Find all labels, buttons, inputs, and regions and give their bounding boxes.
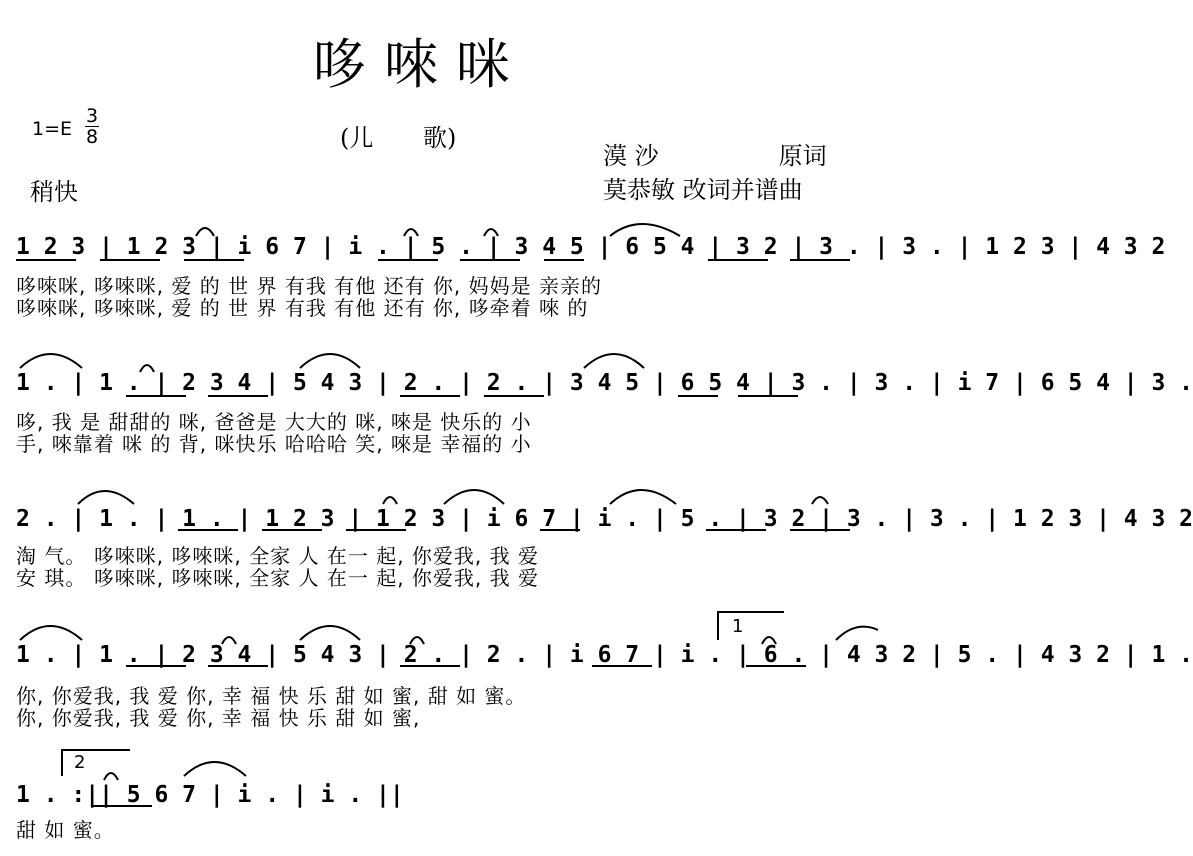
notation-line-2: 1 . | 1 . | 2 3 4 | 5 4 3 | 2 . | 2 . | 3 4 5 | 6 5 4 | 3 . | 3 . | i 7 | 6 5 4 | 3 . bbox=[16, 370, 1193, 396]
slur bbox=[300, 626, 360, 640]
slur bbox=[812, 497, 828, 504]
slur bbox=[383, 497, 397, 504]
lyricist-role: 原词 bbox=[778, 142, 827, 170]
song-title: 哆唻咪 bbox=[312, 33, 528, 96]
slur bbox=[484, 229, 498, 236]
slur bbox=[300, 354, 360, 368]
notation-line-5: 1 . :|| 5 6 7 | i . | i . || bbox=[16, 782, 404, 808]
slur bbox=[20, 354, 82, 368]
volta-1-label: 1 bbox=[732, 616, 744, 637]
notation-line-1: 1 2 3 | 1 2 3 | i 6 7 | i . | 5 . | 3 4 5 | 6 5 4 | 3 2 | 3 . | 3 . | 1 2 3 | 4 3 2 bbox=[16, 234, 1166, 260]
lyrics-line-3-verse-2: 安 琪。 哆唻咪, 哆唻咪, 全家 人 在一 起, 你爱我, 我 爱 bbox=[16, 566, 540, 590]
lyrics-line-1-verse-2: 哆唻咪, 哆唻咪, 爱 的 世 界 有我 有他 还有 你, 哆牵着 唻 的 bbox=[16, 296, 589, 320]
slur bbox=[104, 773, 118, 780]
slur bbox=[222, 637, 236, 644]
slur bbox=[404, 229, 418, 236]
lyrics-line-2-verse-2: 手, 唻靠着 咪 的 背, 咪快乐 哈哈哈 笑, 唻是 幸福的 小 bbox=[16, 432, 532, 456]
slur bbox=[762, 637, 776, 644]
time-denominator: 8 bbox=[85, 126, 99, 148]
volta-2-label: 2 bbox=[74, 752, 86, 773]
lyrics-line-5-verse-1: 甜 如 蜜。 bbox=[16, 818, 115, 842]
slur bbox=[610, 224, 680, 236]
lyrics-line-2-verse-1: 哆, 我 是 甜甜的 咪, 爸爸是 大大的 咪, 唻是 快乐的 小 bbox=[16, 410, 532, 434]
slur bbox=[196, 228, 214, 236]
notation-line-4: 1 . | 1 . | 2 3 4 | 5 4 3 | 2 . | 2 . | i 6 7 | i . | 6 . | 4 3 2 | 5 . | 4 3 2 | 1 . bbox=[16, 642, 1193, 668]
lyrics-line-4-verse-1: 你, 你爱我, 我 爱 你, 幸 福 快 乐 甜 如 蜜, 甜 如 蜜。 bbox=[16, 684, 527, 708]
key-signature: 1=E bbox=[32, 118, 73, 140]
slur bbox=[410, 637, 424, 644]
volta-bracket-2 bbox=[62, 750, 130, 776]
slur bbox=[444, 490, 504, 504]
slur bbox=[836, 627, 878, 640]
song-subtitle: (儿 歌) bbox=[340, 124, 457, 152]
lyricist-name: 漠 沙 bbox=[603, 142, 659, 170]
slur bbox=[184, 762, 246, 776]
lyrics-line-3-verse-1: 淘 气。 哆唻咪, 哆唻咪, 全家 人 在一 起, 你爱我, 我 爱 bbox=[16, 544, 540, 568]
slur bbox=[20, 626, 82, 640]
lyrics-line-4-verse-2: 你, 你爱我, 我 爱 你, 幸 福 快 乐 甜 如 蜜, bbox=[16, 706, 421, 730]
slur bbox=[140, 365, 154, 372]
volta-bracket-1 bbox=[718, 612, 784, 640]
composer-credit: 莫恭敏 改词并谱曲 bbox=[603, 176, 803, 204]
lyrics-line-1-verse-1: 哆唻咪, 哆唻咪, 爱 的 世 界 有我 有他 还有 你, 妈妈是 亲亲的 bbox=[16, 274, 603, 298]
notation-line-3: 2 . | 1 . | 1 . | 1 2 3 | 1 2 3 | i 6 7 | i . | 5 . | 3 2 | 3 . | 3 . | 1 2 3 | 4 3 2 bbox=[16, 506, 1193, 532]
slur bbox=[584, 354, 644, 368]
time-numerator: 3 bbox=[85, 105, 99, 127]
tempo-marking: 稍快 bbox=[30, 178, 78, 206]
slur bbox=[610, 490, 676, 504]
slur bbox=[78, 491, 134, 504]
